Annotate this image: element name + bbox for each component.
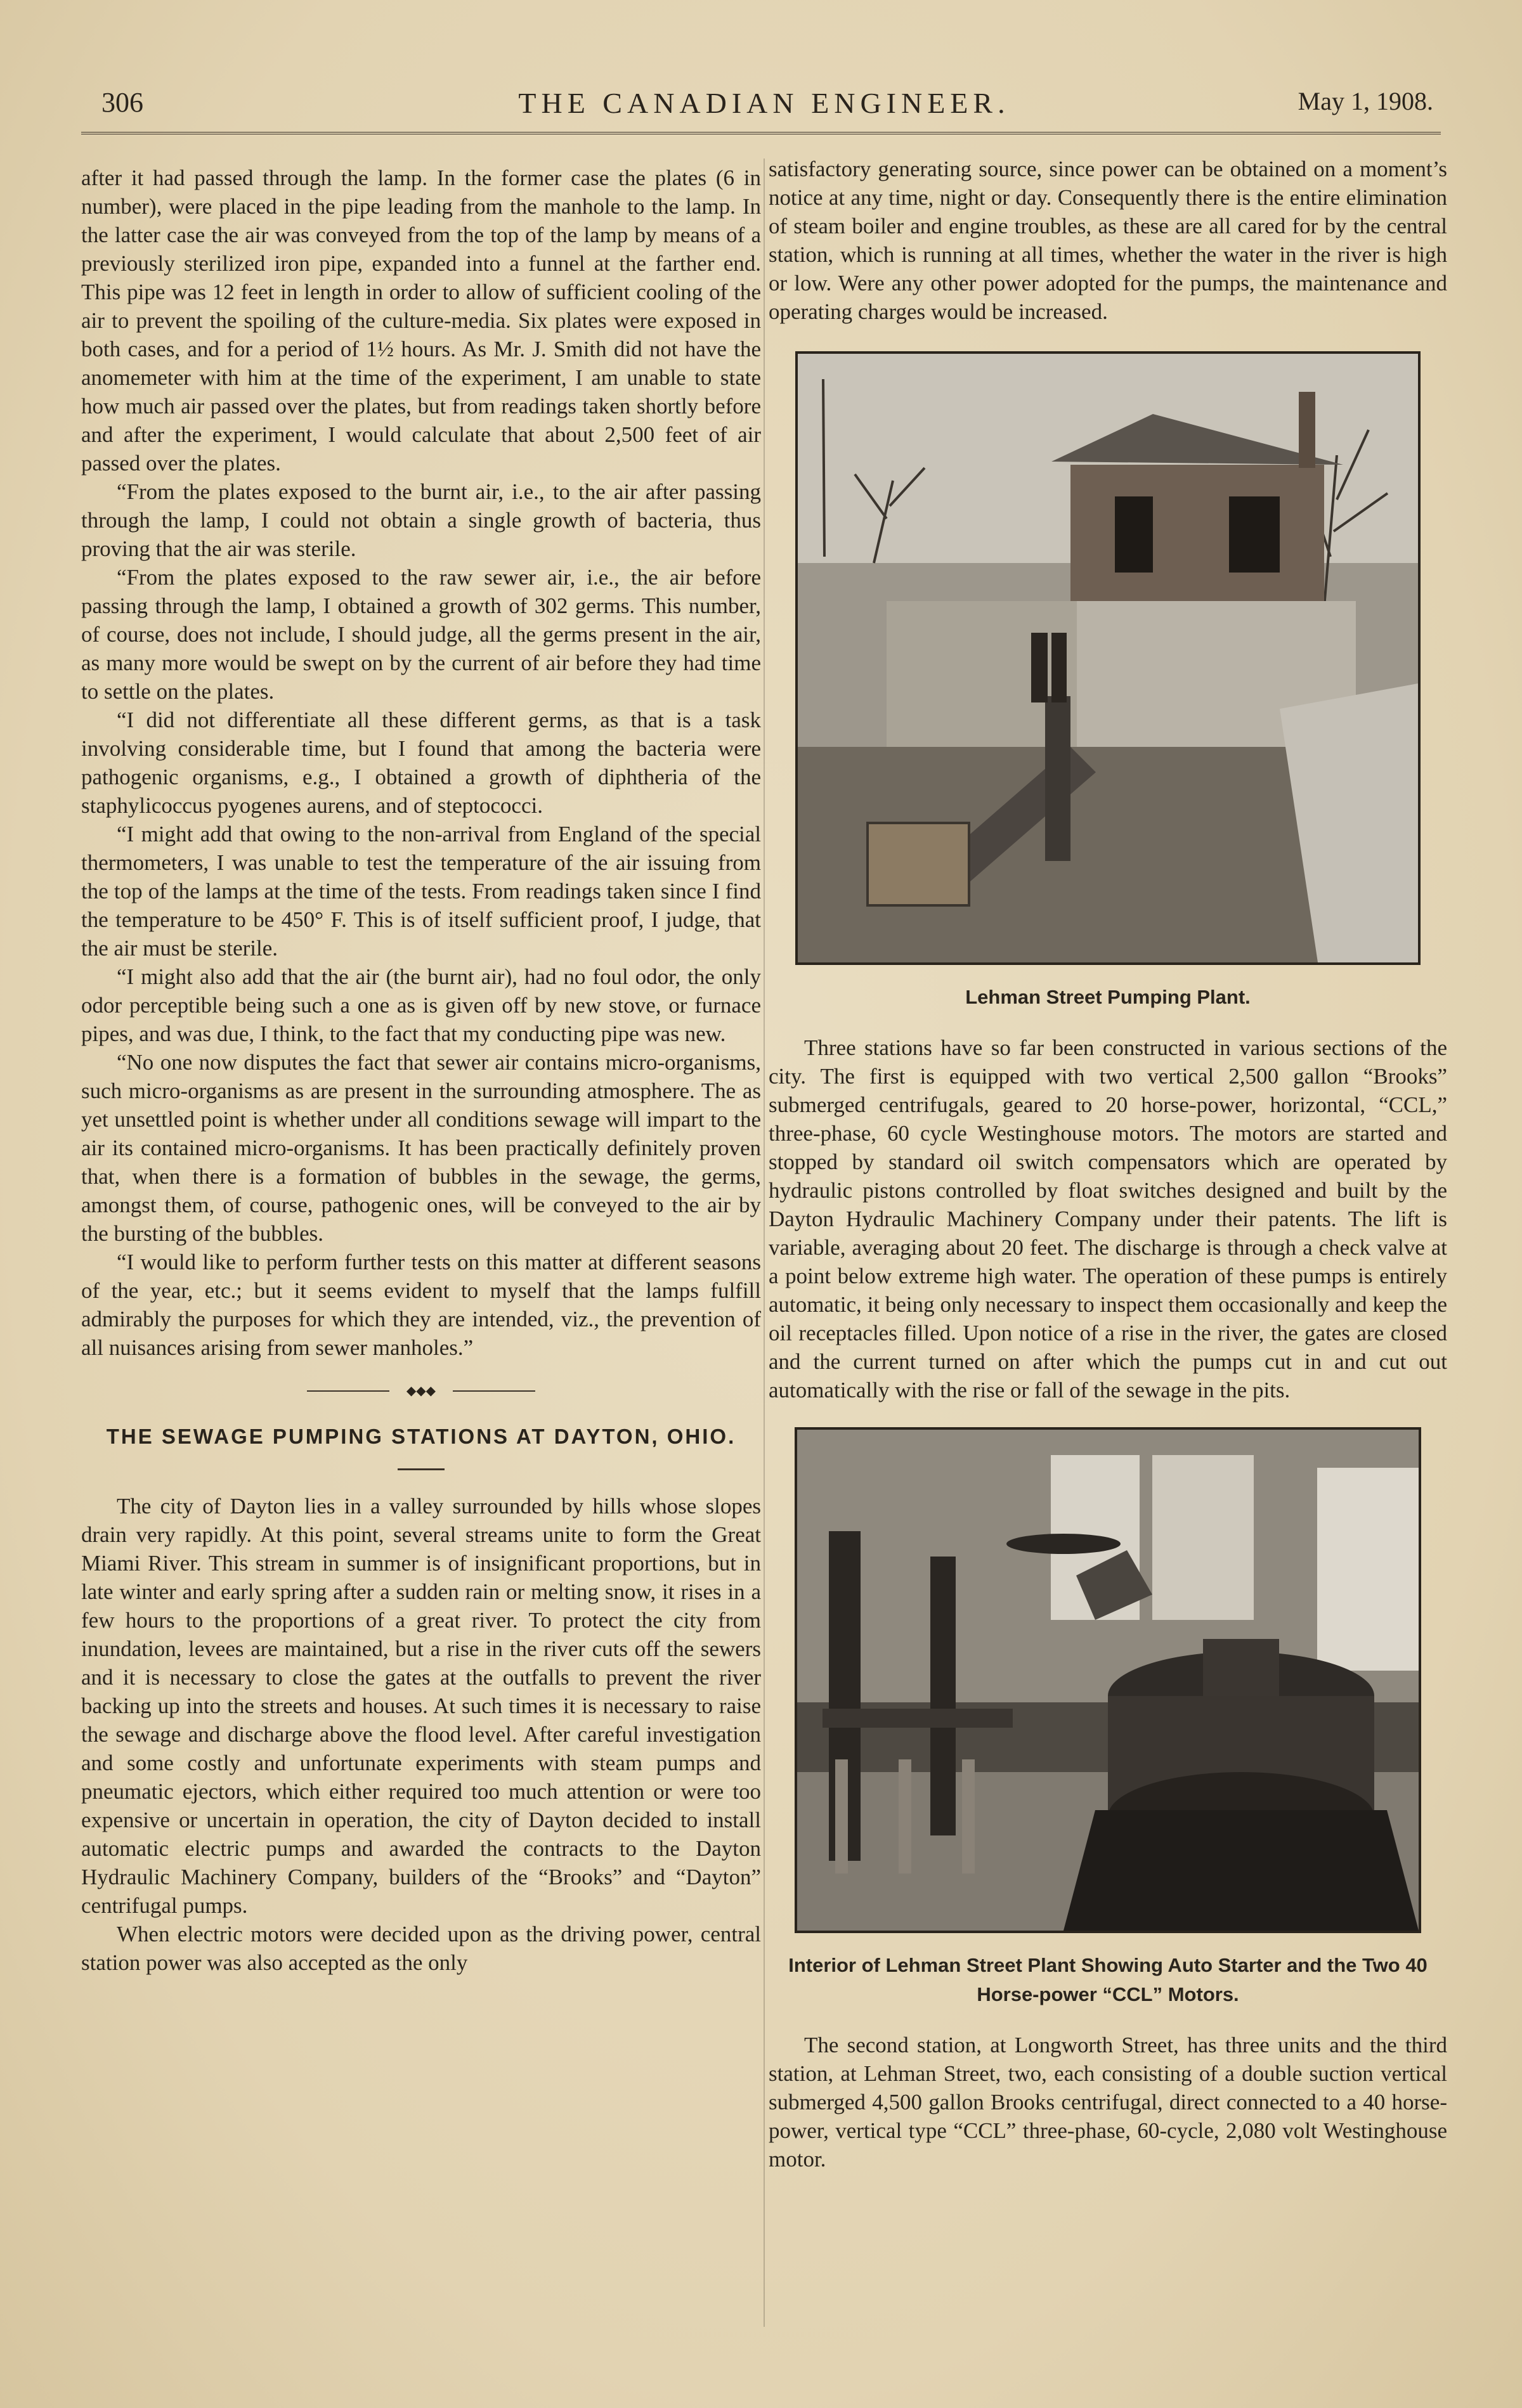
pumping-plant-photo bbox=[795, 351, 1421, 965]
paragraph: “I would like to perform further tests on this matter at different seasons of the year, etc.; but it seems evident to myself that the lamps fulfill admirably the purposes for which they are intended, viz., the prevention of all nuisances arising from sewer manholes.” bbox=[81, 1250, 761, 1360]
paragraph: “From the plates exposed to the burnt air, i.e., to the air after passing through the lamp, I could not obtain a single growth of bacteria, thus proving that the air was sterile. bbox=[81, 479, 761, 561]
paragraph: When electric motors were decided upon as the driving power, central station power was also accepted as the only bbox=[81, 1922, 761, 1975]
paragraph: “No one now disputes the fact that sewer air contains micro-organisms, such micro-organisms as are present in the surrounding atmosphere. The as yet unsettled point is whether under all conditions sewage will impart to the air its contained micro-organisms. It has been practically definitely proven that, when there is a formation of bubbles in the sewage, the germs, amongst them, of course, pathogenic ones, will be conveyed to the air by the bursting of the bubbles. bbox=[81, 1050, 761, 1246]
right-column bbox=[769, 155, 1447, 2173]
section-ornament bbox=[307, 1386, 535, 1396]
page-header bbox=[95, 81, 1433, 126]
paragraph: The city of Dayton lies in a valley surrounded by hills whose slopes drain very rapidly. At this point, several streams unite to form the Great Miami River. This stream in summer is of insignificant proportions, but in late winter and early spring after a sudden rain or melting snow, it rises in a few hours to the proportions of a great river. To protect the city from inundation, levees are maintained, but a rise in the river cuts off the sewers and it is necessary to close the gates at the outfalls to prevent the river backing up into the streets and houses. At such times it is necessary to raise the sewage and discharge above the flood level. After careful investigation and some costly and unfortunate experiments with steam pumps and pneumatic ejectors, which either required too much attention or were too expensive or uncertain in operation, the city of Dayton decided to install automatic electric pumps and awarded the contracts to the Dayton Hydraulic Machinery Company, builders of the “Brooks” and “Dayton” centrifugal pumps. bbox=[81, 1494, 761, 1918]
paragraph: The second station, at Longworth Street, has three units and the third station, at Lehman Street, two, each consisting of a double suction vertical submerged 4,500 gallon Brooks centrifugal, direct connected to a 40 horse-power, vertical type “CCL” three-phase, 60-cycle, 2,080 volt Westinghouse motor. bbox=[769, 2033, 1447, 2172]
pumping-plant-illustration bbox=[798, 354, 1418, 962]
paragraph: “From the plates exposed to the raw sewer air, i.e., the air before passing through the lamp, I obtained a growth of 302 germs. This number, of course, does not include, I should judge, all the germs present in the air, as many more would be swept on by the current of air before they had time to settle on the plates. bbox=[81, 565, 761, 704]
column-divider bbox=[764, 159, 765, 2327]
plant-interior-photo bbox=[795, 1427, 1421, 1933]
paragraph: satisfactory generating source, since power can be obtained on a moment’s notice at any time, night or day. Consequently there is the entire elimination of steam boiler and engine troubles, as these are all cared for by the central station, which is running at all times, whether the water in the river is high or low. Were any other power adopted for the pumps, the maintenance and operating charges would be increased. bbox=[769, 157, 1447, 324]
header-rule bbox=[81, 132, 1441, 137]
plant-interior-illustration bbox=[797, 1430, 1419, 1931]
issue-date: May 1, 1908. bbox=[1298, 87, 1433, 115]
paragraph: “I did not differentiate all these different germs, as that is a task involving considerable time, but I found that among the bacteria were pathogenic organisms, e.g., I obtained a growth of diphtheria of the staphylicoccus pyogenes aurens, and of steptococci. bbox=[81, 708, 761, 818]
page-number: 306 bbox=[101, 87, 143, 118]
paragraph: after it had passed through the lamp. In the former case the plates (6 in number), were placed in the pipe leading from the manhole to the lamp. In the latter case the air was conveyed from the top of the lamp by means of a previously sterilized iron pipe, expanded into a funnel at the farther end. This pipe was 12 feet in length in order to allow of sufficient cooling of the air to prevent the spoiling of the culture-media. Six plates were exposed in both cases, and for a period of 1½ hours. As Mr. J. Smith did not have the anomemeter with him at the time of the experiment, I am unable to state how much air passed over the plates, but from readings taken shortly before and after the experiment, I would calculate that about 2,500 feet of air passed over the plates. bbox=[81, 165, 761, 476]
paragraph: “I might also add that the air (the burnt air), had no foul odor, the only odor perceptible being such a one as is given off by new stove, or furnace pipes, and was due, I think, to the fact that my conducting pipe was new. bbox=[81, 964, 761, 1046]
journal-title: THE CANADIAN ENGINEER. bbox=[518, 87, 1010, 119]
ornament-glyphs: ◆◆◆ bbox=[389, 1386, 453, 1396]
figure-caption: Interior of Lehman Street Plant Showing Auto Starter and the Two 40 Horse-power “CCL” Motors. bbox=[788, 1954, 1428, 2005]
left-column bbox=[81, 164, 761, 1977]
article-heading: THE SEWAGE PUMPING STATIONS AT DAYTON, OHIO. bbox=[106, 1425, 736, 1448]
paragraph: Three stations have so far been constructed in various sections of the city. The first is equipped with two vertical 2,500 gallon “Brooks” submerged centrifugals, geared to 20 horse-power, horizontal, “CCL,” three-phase, 60 cycle Westinghouse motors. The motors are started and stopped by standard oil switch compensators which are operated by hydraulic pistons controlled by float switches designed and built by the Dayton Hydraulic Machinery Company under their patents. The lift is variable, averaging about 20 feet. The discharge is through a check valve at a point below extreme high water. The operation of these pumps is entirely automatic, it being only necessary to inspect them occasionally and keep the oil receptacles filled. Upon notice of a rise in the river, the gates are closed and the current turned on after which the pumps cut in and cut out automatically with the rise or fall of the sewage in the pits. bbox=[769, 1035, 1447, 1402]
heading-rule bbox=[398, 1468, 445, 1470]
figure-caption: Lehman Street Pumping Plant. bbox=[965, 986, 1251, 1008]
paragraph: “I might add that owing to the non-arrival from England of the special thermometers, I was unable to test the temperature of the air issuing from the top of the lamps at the time of the tests. From readings taken since I find the temperature to be 450° F. This is of itself sufficient proof, I judge, that the air must be sterile. bbox=[81, 822, 761, 961]
